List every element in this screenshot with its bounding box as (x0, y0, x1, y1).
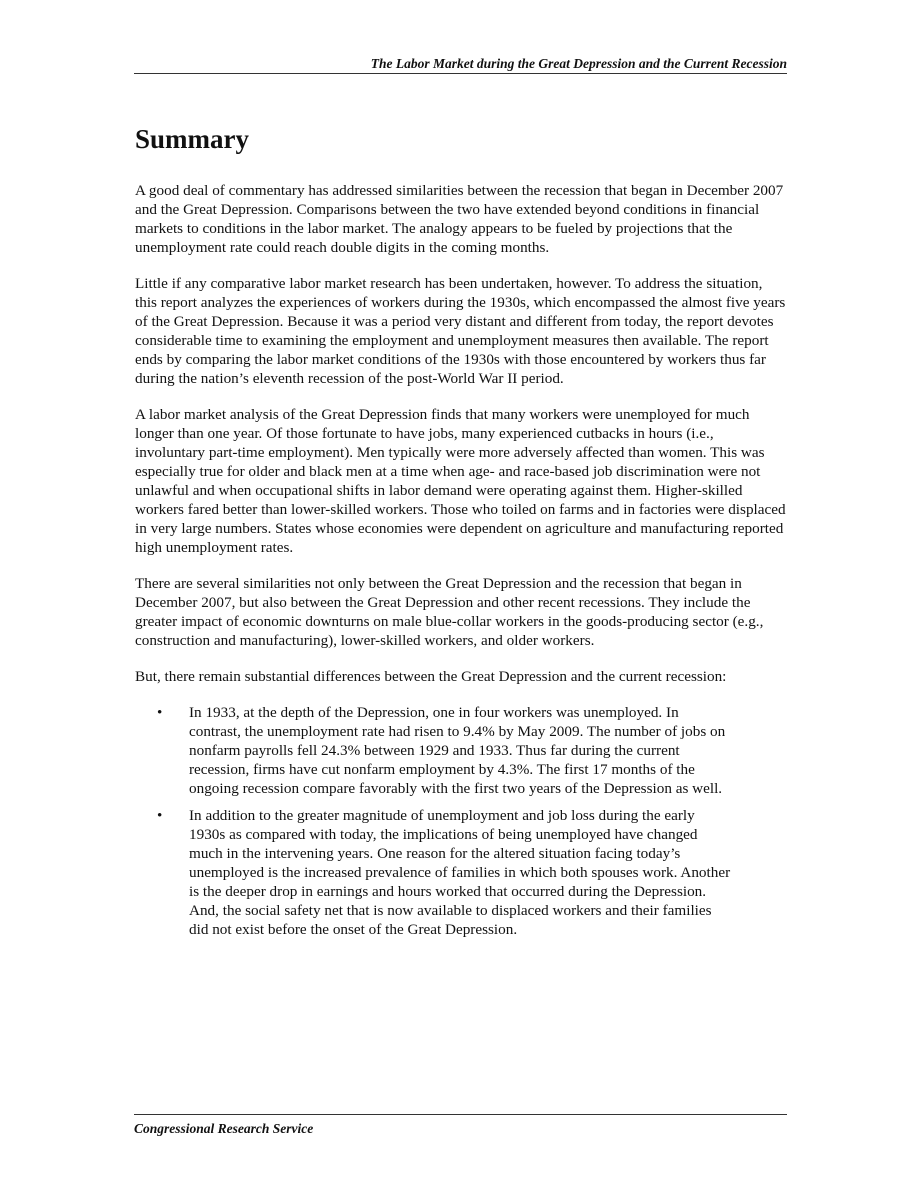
bullet-list (135, 703, 787, 939)
running-header (134, 56, 787, 74)
paragraph: Little if any comparative labor market research has been undertaken, however. To address the situation, this report analyzes the experiences of workers during the 1930s, which encompassed the almost five years of the Great Depression. Because it was a period very distant and different from today, the report devotes considerable time to examining the employment and unemployment measures then available. The report ends by comparing the labor market conditions of the 1930s with those encountered by workers thus far during the nation’s eleventh recession of the post-World War II period. (135, 275, 786, 387)
bullet-icon: • (157, 807, 163, 824)
running-header-title: The Labor Market during the Great Depression and the Current Recession (370, 56, 787, 71)
bullet-item (135, 703, 731, 798)
page-footer (134, 1114, 787, 1137)
paragraph: A good deal of commentary has addressed similarities between the recession that began in December 2007 and the Great Depression. Comparisons between the two have extended beyond conditions in financial markets to conditions in the labor market. The analogy appears to be fueled by projections that the unemployment rate could reach double digits in the coming months. (135, 182, 784, 256)
bullet-icon: • (157, 704, 163, 721)
bullet-text: In addition to the greater magnitude of unemployment and job loss during the early 1930s as compared with today, the implications of being unemployed have changed much in the intervening years. One reason for the altered situation facing today’s unemployed is the increased prevalence of families in which both spouses work. Another is the deeper drop in earnings and hours worked that occurred during the Depression. And, the social safety net that is now available to displaced workers and their families did not exist before the onset of the Great Depression. (189, 807, 731, 938)
footer-label: Congressional Research Service (134, 1121, 314, 1136)
paragraph: A labor market analysis of the Great Depression finds that many workers were unemployed for much longer than one year. Of those fortunate to have jobs, many experienced cutbacks in hours (i.e., involuntary part-time employment). Men typically were more adversely affected than women. This was especially true for older and black men at a time when age- and race-based job discrimination were not unlawful and when occupational shifts in labor demand were operating against them. Higher-skilled workers fared better than lower-skilled workers. Those who toiled on farms and in factories were displaced in very large numbers. States whose economies were dependent on agriculture and manufacturing reported high unemployment rates. (135, 406, 786, 556)
paragraph: But, there remain substantial differences between the Great Depression and the current recession: (135, 668, 727, 685)
bullet-text: In 1933, at the depth of the Depression, one in four workers was unemployed. In contrast, the unemployment rate had risen to 9.4% by May 2009. The number of jobs on nonfarm payrolls fell 24.3% between 1929 and 1933. Thus far during the current recession, firms have cut nonfarm employment by 4.3%. The first 17 months of the ongoing recession compare favorably with the first two years of the Depression as well. (189, 704, 726, 797)
paragraph: There are several similarities not only between the Great Depression and the recession that began in December 2007, but also between the Great Depression and other recent recessions. They include the greater impact of economic downturns on male blue-collar workers in the goods-producing sector (e.g., construction and manufacturing), lower-skilled workers, and older workers. (135, 575, 764, 649)
page-content (135, 122, 787, 947)
section-heading: Summary (135, 124, 249, 154)
bullet-item (135, 806, 731, 939)
